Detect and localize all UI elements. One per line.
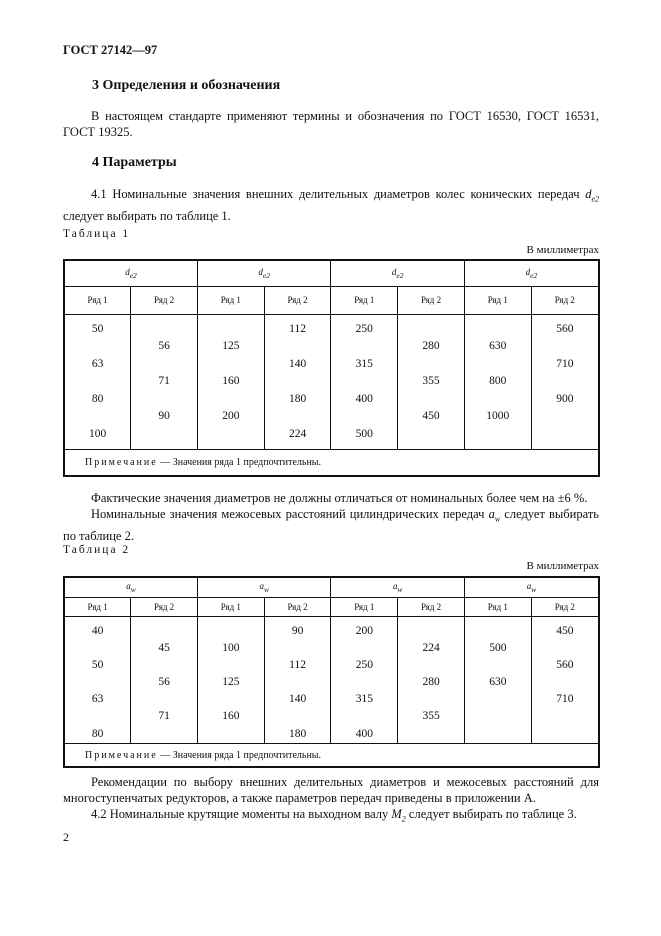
table1-row2-header: Ряд 2 [398, 286, 465, 314]
table-cell-value: 63 [91, 693, 104, 706]
table-cell-value [265, 674, 331, 691]
table1-symbol-header: $d_{e2}$ [331, 260, 464, 286]
table-cell-value: 50 [91, 658, 104, 671]
table2-col-1-r1 [64, 616, 131, 743]
table-cell-value [398, 691, 464, 708]
table-cell-value [331, 640, 397, 657]
table-cell-value [198, 426, 264, 444]
table-cell-value: 125 [222, 340, 240, 353]
table-cell-value: 56 [158, 676, 170, 689]
table-cell-value [532, 426, 598, 444]
table1-symbol-header: $d_{e2}$ [464, 260, 599, 286]
table1-row2-header: Ряд 2 [131, 286, 198, 314]
table-cell-value: 112 [289, 322, 306, 335]
table-cell-value: 40 [91, 624, 104, 637]
table-cell-value: 355 [422, 710, 440, 723]
table1-row1-header: Ряд 1 [64, 286, 131, 314]
table-cell-value: 280 [422, 340, 440, 353]
table-cell-value: 140 [288, 357, 307, 370]
table1-col-4-r2 [531, 314, 599, 449]
table-cell-value [398, 426, 464, 444]
table-cell-value: 100 [222, 641, 240, 654]
table-cell-value: 56 [158, 340, 170, 353]
table-cell-value: 800 [489, 375, 507, 388]
table-cell-value [198, 321, 264, 339]
table-cell-value [65, 640, 130, 657]
table-cell-value: 450 [556, 624, 574, 637]
table-cell-value: 630 [489, 676, 507, 689]
table-cell-value [131, 391, 197, 409]
section-4-paragraph: 4.1 Номинальные значения внешних делительных диаметров колес конических передач $d_{e2}$ следует выбирать по таблице 1. [63, 187, 599, 223]
table-cell-value [65, 373, 130, 391]
table2-symbol-header: $a_w$ [197, 577, 331, 597]
table2-symbol-header: $a_w$ [464, 577, 599, 597]
table-cell-value: 224 [288, 428, 307, 441]
table-cell-value: 1000 [486, 410, 510, 423]
table-cell-value: 224 [422, 641, 440, 654]
table1-symbol-header: $d_{e2}$ [64, 260, 197, 286]
table-cell-value [198, 356, 264, 374]
table2-row1-header: Ряд 1 [464, 597, 531, 616]
table-cell-value: 560 [556, 322, 574, 335]
table-cell-value: 80 [91, 392, 104, 405]
table-cell-value [465, 391, 531, 409]
table2-col-1-r2 [131, 616, 198, 743]
table-cell-value [65, 674, 130, 691]
table-cell-value: 45 [158, 641, 170, 654]
table1 [63, 259, 600, 477]
table-cell-value: 315 [355, 693, 373, 706]
table-cell-value [532, 338, 598, 356]
page-number: 2 [63, 830, 69, 844]
table2-row2-header: Ряд 2 [398, 597, 465, 616]
table-cell-value [198, 726, 264, 743]
table-cell-value [131, 691, 197, 708]
table2-row1-header: Ряд 1 [64, 597, 131, 616]
table-cell-value: 710 [556, 693, 574, 706]
table-cell-value: 180 [288, 727, 307, 740]
table-cell-value [398, 623, 464, 640]
table-cell-value: 63 [91, 357, 104, 370]
table1-row1-header: Ряд 1 [197, 286, 264, 314]
table-cell-value [331, 674, 397, 691]
table-cell-value: 80 [91, 727, 104, 740]
table2-caption: Таблица 2 [63, 544, 131, 556]
table-cell-value [532, 726, 598, 743]
table-cell-value [465, 426, 531, 444]
table2-row1-header: Ряд 1 [331, 597, 398, 616]
table2-row1-header: Ряд 1 [197, 597, 264, 616]
table-cell-value [398, 356, 464, 374]
table-cell-value [465, 726, 531, 743]
table-cell-value: 355 [422, 375, 440, 388]
table-cell-value: 315 [355, 357, 373, 370]
table2-row2-header: Ряд 2 [264, 597, 331, 616]
table-cell-value: 400 [355, 392, 373, 405]
table1-caption: Таблица 1 [63, 228, 131, 240]
table2-symbol-header: $a_w$ [64, 577, 197, 597]
table2-note: Примечание — Значения ряда 1 предпочтительны. [64, 743, 599, 767]
table-cell-value [532, 373, 598, 391]
document-header: ГОСТ 27142—97 [63, 43, 158, 57]
table2-col-2-r2 [264, 616, 331, 743]
table1-col-3-r2 [398, 314, 465, 449]
section-4-title: 4 Параметры [92, 155, 177, 170]
table1-col-2-r2 [264, 314, 331, 449]
bottom-paragraph-1: Рекомендации по выбору внешних делительных диаметров и межосевых расстояний для многоступенчатых редукторов, а также параметров передач приведены в приложении А. [63, 775, 599, 805]
table-cell-value [265, 640, 331, 657]
table-cell-value [131, 726, 197, 743]
table-cell-value: 100 [89, 428, 107, 441]
table-cell-value [65, 338, 130, 356]
table1-col-3-r1 [331, 314, 398, 449]
table-cell-value [131, 356, 197, 374]
table-cell-value [465, 321, 531, 339]
table2-symbol-header: $a_w$ [331, 577, 465, 597]
table-cell-value: 71 [158, 710, 170, 723]
table2-col-4-r1 [464, 616, 531, 743]
table-cell-value: 160 [222, 710, 240, 723]
table-cell-value: 710 [556, 357, 574, 370]
table-cell-value: 500 [355, 428, 373, 441]
table-cell-value [198, 691, 264, 708]
table1-row2-header: Ряд 2 [264, 286, 331, 314]
table-cell-value: 630 [489, 340, 507, 353]
table2 [63, 576, 600, 768]
table-cell-value: 560 [556, 658, 574, 671]
section-3-text: В настоящем стандарте применяют термины и обозначения по ГОСТ 16530, ГОСТ 16531, ГОСТ 19325. [63, 109, 599, 139]
table-cell-value [465, 623, 531, 640]
table-cell-value [331, 338, 397, 356]
table-cell-value: 900 [556, 392, 574, 405]
mid-paragraph-1: Фактические значения диаметров не должны отличаться от номинальных более чем на ±6 %. [91, 491, 588, 505]
table-cell-value: 500 [489, 641, 507, 654]
mid-paragraph-2: Номинальные значения межосевых расстояний цилиндрических передач $a_w$ следует выбирать по таблице 2. [63, 507, 599, 543]
table-cell-value [532, 640, 598, 657]
table-cell-value: 71 [158, 375, 170, 388]
table-cell-value: 112 [289, 658, 306, 671]
bottom-paragraph-2: 4.2 Номинальные крутящие моменты на выходном валу $M_2$ следует выбирать по таблице 3. [91, 807, 577, 824]
table-cell-value: 400 [355, 727, 373, 740]
table1-note: Примечание — Значения ряда 1 предпочтительны. [64, 449, 599, 476]
table1-col-1-r1 [64, 314, 131, 449]
table-cell-value [131, 426, 197, 444]
table2-col-3-r1 [331, 616, 398, 743]
table1-col-4-r1 [464, 314, 531, 449]
table-cell-value: 250 [355, 322, 373, 335]
table-cell-value: 280 [422, 676, 440, 689]
table2-units: В миллиметрах [526, 560, 599, 572]
table2-col-3-r2 [398, 616, 465, 743]
table-cell-value [131, 657, 197, 674]
table-cell-value [331, 708, 397, 725]
table-cell-value [198, 623, 264, 640]
table2-col-4-r2 [531, 616, 599, 743]
table-cell-value [398, 726, 464, 743]
table-cell-value [398, 321, 464, 339]
table-cell-value: 90 [291, 624, 304, 637]
table-cell-value: 125 [222, 676, 240, 689]
table-cell-value: 50 [91, 322, 104, 335]
table-cell-value [65, 708, 130, 725]
table-cell-value [265, 408, 331, 426]
table-cell-value [532, 708, 598, 725]
table-cell-value [265, 373, 331, 391]
table1-symbol-header: $d_{e2}$ [197, 260, 330, 286]
table-cell-value [465, 708, 531, 725]
table2-col-2-r1 [197, 616, 264, 743]
table-cell-value [398, 657, 464, 674]
table-cell-value: 160 [222, 375, 240, 388]
table-cell-value [131, 623, 197, 640]
table-cell-value [131, 321, 197, 339]
table1-row2-header: Ряд 2 [531, 286, 599, 314]
table-cell-value [65, 408, 130, 426]
section-3-title: 3 Определения и обозначения [92, 78, 281, 93]
table-cell-value: 180 [288, 392, 307, 405]
table2-row2-header: Ряд 2 [531, 597, 599, 616]
table-cell-value [532, 408, 598, 426]
table1-row1-header: Ряд 1 [464, 286, 531, 314]
table-cell-value [465, 356, 531, 374]
table-cell-value [198, 657, 264, 674]
table2-row2-header: Ряд 2 [131, 597, 198, 616]
table1-row1-header: Ряд 1 [331, 286, 398, 314]
table-cell-value: 200 [355, 624, 373, 637]
table-cell-value: 450 [422, 410, 440, 423]
table-cell-value [532, 674, 598, 691]
table-cell-value: 140 [288, 693, 307, 706]
table-cell-value [465, 657, 531, 674]
table-cell-value [265, 338, 331, 356]
table-cell-value: 250 [355, 658, 373, 671]
table-cell-value [265, 708, 331, 725]
table-cell-value: 90 [158, 410, 170, 423]
table-cell-value [465, 691, 531, 708]
table-cell-value [398, 391, 464, 409]
table-cell-value [198, 391, 264, 409]
table-cell-value [331, 373, 397, 391]
table1-col-2-r1 [197, 314, 264, 449]
table1-units: В миллиметрах [526, 244, 599, 256]
table-cell-value: 200 [222, 410, 240, 423]
table-cell-value [331, 408, 397, 426]
table1-col-1-r2 [131, 314, 198, 449]
